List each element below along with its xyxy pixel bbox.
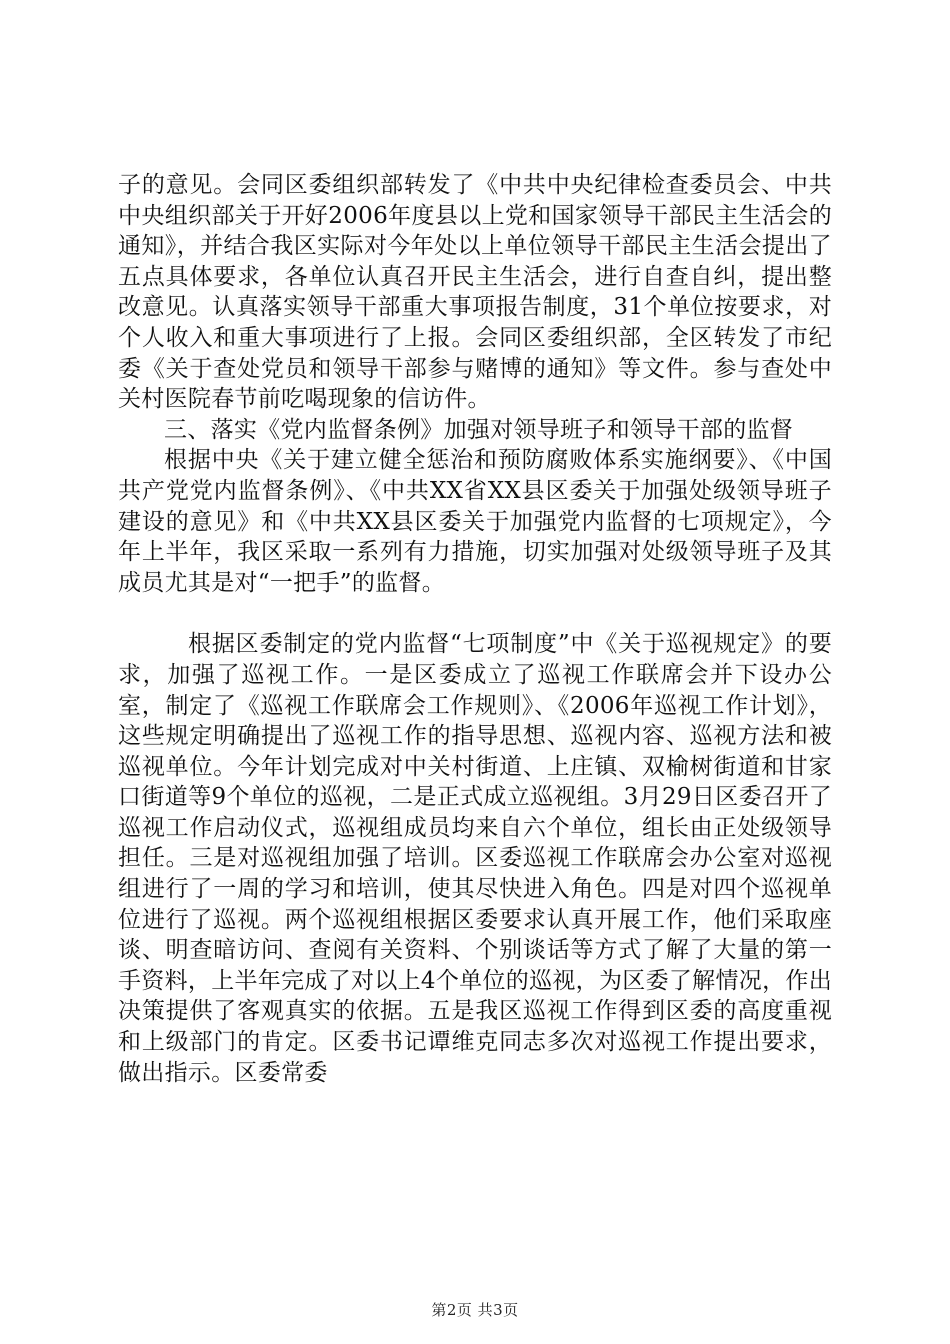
page-footer: 第2页 共3页 [431,1301,519,1319]
document-body [118,170,832,1088]
paragraph-continuation: 子的意见。会同区委组织部转发了《中共中央纪律检查委员会、中共中央组织部关于开好2006年度县以上党和国家领导干部民主生活会的通知》，并结合我区实际对今年处以上单位领导干部民主生活会提出了五点具体要求，各单位认真召开民主生活会，进行自查自纠，提出整改意见。认真落实领导干部重大事项报告制度，31个单位按要求，对个人收入和重大事项进行了上报。会同区委组织部，全区转发了市纪委《关于查处党员和领导干部参与赌博的通知》等文件。参与查处中关村医院春节前吃喝现象的信访件。 [118,172,832,413]
paragraph-supervision: 根据中央《关于建立健全惩治和预防腐败体系实施纲要》、《中国共产党党内监督条例》、《中共XX省XX县区委关于加强处级领导班子建设的意见》和《中共XX县区委关于加强党内监督的七项规定》，今年上半年，我区采取一系列有力措施，切实加强对处级领导班子及其成员尤其是对“一把手”的监督。 [118,447,832,596]
paragraph-inspection: 根据区委制定的党内监督“七项制度”中《关于巡视规定》的要求，加强了巡视工作。一是区委成立了巡视工作联席会并下设办公室，制定了《巡视工作联席会工作规则》、《2006年巡视工作计划》，这些规定明确提出了巡视工作的指导思想、巡视内容、巡视方法和被巡视单位。今年计划完成对中关村街道、上庄镇、双榆树街道和甘家口街道等9个单位的巡视，二是正式成立巡视组。3月29日区委召开了巡视工作启动仪式，巡视组成员均来自六个单位，组长由正处级领导担任。三是对巡视组加强了培训。区委巡视工作联席会办公室对巡视组进行了一周的学习和培训，使其尽快进入角色。四是对四个巡视单位进行了巡视。两个巡视组根据区委要求认真开展工作，他们采取座谈、明查暗访问、查阅有关资料、个别谈话等方式了解了大量的第一手资料，上半年完成了对以上4个单位的巡视，为区委了解情况，作出决策提供了客观真实的依据。五是我区巡视工作得到区委的高度重视和上级部门的肯定。区委书记谭维克同志多次对巡视工作提出要求，做出指示。区委常委 [118,631,832,1086]
paragraph-gap [118,598,832,629]
section-heading: 三、落实《党内监督条例》加强对领导班子和领导干部的监督 [164,416,794,443]
